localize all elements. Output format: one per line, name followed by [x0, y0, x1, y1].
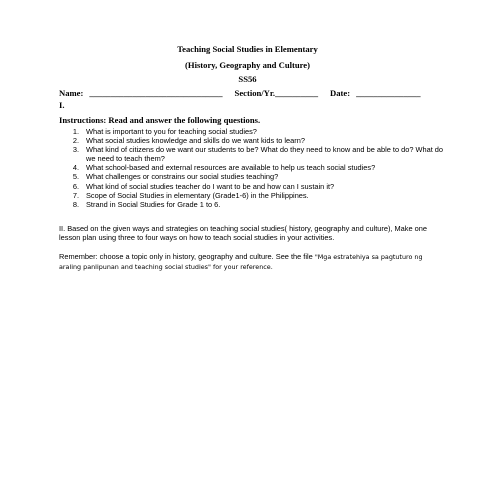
- section-label: Section/Yr.: [234, 88, 276, 98]
- reminder-paragraph: [59, 252, 445, 272]
- part-one-numeral: I.: [59, 100, 65, 110]
- list-item: [59, 145, 445, 163]
- reminder-tail: for your reference.: [210, 263, 273, 272]
- question-text: What kind of citizens do we want our students to be? What do they need to know and be able to do? What do we need to teach them?: [86, 145, 444, 164]
- course-code: SS56: [238, 74, 257, 84]
- question-text: What is important to you for teaching social studies?: [86, 127, 257, 136]
- date-label: Date:: [330, 88, 351, 98]
- file-reference: "Mga estratehiya sa pagtuturo ng araling panlipunan and teaching social studies": [59, 253, 423, 272]
- question-text: Scope of Social Studies in elementary (Grade1-6) in the Philippines.: [86, 190, 309, 200]
- question-number: 4.: [72, 163, 79, 173]
- instructions-heading: Instructions: Read and answer the following questions.: [59, 115, 261, 125]
- question-text: Strand in Social Studies for Grade 1 to 6.: [86, 199, 221, 209]
- question-number: 2.: [72, 136, 79, 146]
- section-blank: __________: [275, 88, 319, 98]
- list-item: [59, 191, 445, 200]
- question-number: 5.: [72, 172, 79, 182]
- list-item: [59, 182, 445, 191]
- question-number: 7.: [72, 190, 79, 200]
- question-number: 3.: [72, 145, 79, 155]
- list-item: [59, 172, 445, 181]
- question-list: [59, 127, 445, 209]
- list-item: [59, 127, 445, 136]
- reminder-text: Remember: choose a topic only in history, geography and culture. See the file: [59, 252, 315, 261]
- document-subtitle: (History, Geography and Culture): [185, 60, 310, 70]
- question-number: 1.: [72, 127, 79, 136]
- list-item: [59, 136, 445, 145]
- document-title: Teaching Social Studies in Elementary: [177, 44, 318, 54]
- date-blank: _______________: [356, 88, 421, 98]
- list-item: [59, 200, 445, 209]
- question-text: What kind of social studies teacher do I want to be and how can I sustain it?: [86, 181, 335, 191]
- question-number: 8.: [72, 199, 79, 209]
- question-text: What challenges or constrains our social studies teaching?: [86, 172, 279, 182]
- name-label: Name:: [59, 88, 84, 98]
- name-blank: _______________________________: [89, 88, 223, 98]
- student-info-line: [59, 88, 439, 98]
- question-text: What social studies knowledge and skills do we want kids to learn?: [86, 136, 305, 146]
- part-two-paragraph: II. Based on the given ways and strategies on teaching social studies( history, geography and culture), Make one lesson plan using three to four ways on how to teach social studies in your activities.: [59, 224, 427, 243]
- question-number: 6.: [72, 181, 79, 191]
- question-text: What school-based and external resources are available to help us teach social studies?: [86, 163, 376, 173]
- list-item: [59, 163, 445, 172]
